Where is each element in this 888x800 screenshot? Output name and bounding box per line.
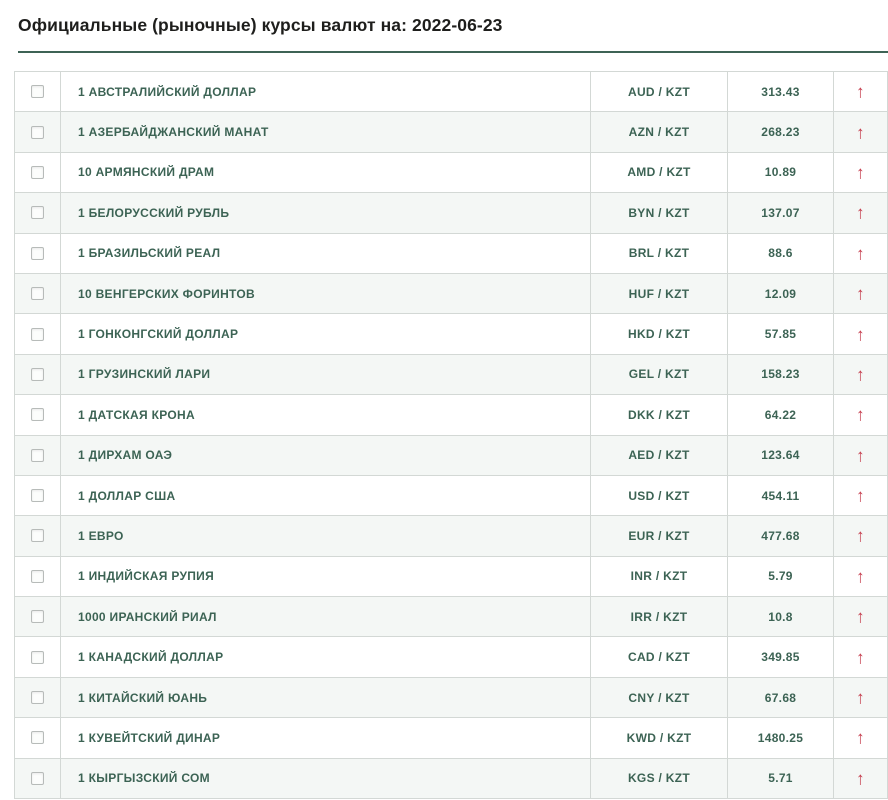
checkbox-cell (15, 274, 61, 313)
trend-cell (834, 516, 887, 555)
currency-name: 1000 ИРАНСКИЙ РИАЛ (61, 597, 591, 636)
checkbox-cell (15, 678, 61, 717)
table-row (15, 395, 887, 435)
currency-name: 1 АВСТРАЛИЙСКИЙ ДОЛЛАР (61, 72, 591, 111)
currency-name: 1 КУВЕЙТСКИЙ ДИНАР (61, 718, 591, 757)
currency-name: 1 ДИРХАМ ОАЭ (61, 436, 591, 475)
table-row (15, 234, 887, 274)
row-checkbox[interactable] (31, 489, 44, 502)
trend-up-icon: ↑ (856, 283, 865, 304)
currency-name: 10 АРМЯНСКИЙ ДРАМ (61, 153, 591, 192)
rate-value: 10.89 (728, 153, 834, 192)
row-checkbox[interactable] (31, 85, 44, 98)
trend-up-icon: ↑ (856, 243, 865, 264)
currency-name: 1 АЗЕРБАЙДЖАНСКИЙ МАНАТ (61, 112, 591, 151)
trend-cell (834, 476, 887, 515)
table-row (15, 314, 887, 354)
row-checkbox[interactable] (31, 570, 44, 583)
trend-cell (834, 557, 887, 596)
currency-name: 1 ИНДИЙСКАЯ РУПИЯ (61, 557, 591, 596)
currency-name: 10 ВЕНГЕРСКИХ ФОРИНТОВ (61, 274, 591, 313)
rate-value: 5.79 (728, 557, 834, 596)
trend-up-icon: ↑ (856, 727, 865, 748)
currency-name: 1 ЕВРО (61, 516, 591, 555)
currency-pair: CNY / KZT (591, 678, 728, 717)
trend-cell (834, 112, 887, 151)
row-checkbox[interactable] (31, 166, 44, 179)
checkbox-cell (15, 395, 61, 434)
trend-up-icon: ↑ (856, 606, 865, 627)
currency-pair: BYN / KZT (591, 193, 728, 232)
currency-pair: AMD / KZT (591, 153, 728, 192)
rate-value: 123.64 (728, 436, 834, 475)
currency-name: 1 КАНАДСКИЙ ДОЛЛАР (61, 637, 591, 676)
trend-up-icon: ↑ (856, 162, 865, 183)
rate-value: 349.85 (728, 637, 834, 676)
row-checkbox[interactable] (31, 772, 44, 785)
trend-cell (834, 678, 887, 717)
rate-value: 12.09 (728, 274, 834, 313)
trend-up-icon: ↑ (856, 485, 865, 506)
checkbox-cell (15, 153, 61, 192)
page-title: Официальные (рыночные) курсы валют на: 2022-06-23 (18, 15, 503, 35)
row-checkbox[interactable] (31, 247, 44, 260)
row-checkbox[interactable] (31, 206, 44, 219)
currency-pair: KWD / KZT (591, 718, 728, 757)
rate-value: 158.23 (728, 355, 834, 394)
currency-pair: GEL / KZT (591, 355, 728, 394)
rate-value: 1480.25 (728, 718, 834, 757)
currency-name: 1 ГОНКОНГСКИЙ ДОЛЛАР (61, 314, 591, 353)
row-checkbox[interactable] (31, 529, 44, 542)
currency-pair: AZN / KZT (591, 112, 728, 151)
currency-pair: CAD / KZT (591, 637, 728, 676)
table-row (15, 637, 887, 677)
trend-cell (834, 355, 887, 394)
currency-pair: BRL / KZT (591, 234, 728, 273)
trend-up-icon: ↑ (856, 647, 865, 668)
table-row (15, 759, 887, 799)
table-row (15, 476, 887, 516)
trend-up-icon: ↑ (856, 687, 865, 708)
checkbox-cell (15, 637, 61, 676)
rate-value: 57.85 (728, 314, 834, 353)
trend-cell (834, 234, 887, 273)
row-checkbox[interactable] (31, 368, 44, 381)
table-row (15, 112, 887, 152)
checkbox-cell (15, 476, 61, 515)
title-divider (18, 51, 888, 53)
trend-up-icon: ↑ (856, 81, 865, 102)
row-checkbox[interactable] (31, 731, 44, 744)
currency-pair: AED / KZT (591, 436, 728, 475)
trend-cell (834, 153, 887, 192)
trend-cell (834, 759, 887, 798)
currency-pair: IRR / KZT (591, 597, 728, 636)
trend-cell (834, 274, 887, 313)
currency-pair: EUR / KZT (591, 516, 728, 555)
trend-up-icon: ↑ (856, 445, 865, 466)
row-checkbox[interactable] (31, 651, 44, 664)
checkbox-cell (15, 72, 61, 111)
currency-name: 1 ДАТСКАЯ КРОНА (61, 395, 591, 434)
table-row (15, 355, 887, 395)
trend-up-icon: ↑ (856, 324, 865, 345)
table-row (15, 678, 887, 718)
row-checkbox[interactable] (31, 328, 44, 341)
table-row (15, 516, 887, 556)
trend-up-icon: ↑ (856, 526, 865, 546)
trend-up-icon: ↑ (856, 364, 865, 385)
rate-value: 5.71 (728, 759, 834, 798)
currency-name: 1 БЕЛОРУССКИЙ РУБЛЬ (61, 193, 591, 232)
row-checkbox[interactable] (31, 610, 44, 623)
rate-value: 88.6 (728, 234, 834, 273)
row-checkbox[interactable] (31, 287, 44, 300)
rate-value: 64.22 (728, 395, 834, 434)
currency-pair: HKD / KZT (591, 314, 728, 353)
trend-cell (834, 436, 887, 475)
checkbox-cell (15, 314, 61, 353)
checkbox-cell (15, 112, 61, 151)
table-row (15, 436, 887, 476)
currency-name: 1 ДОЛЛАР США (61, 476, 591, 515)
checkbox-cell (15, 597, 61, 636)
table-row (15, 718, 887, 758)
trend-up-icon: ↑ (856, 404, 865, 425)
rate-value: 477.68 (728, 516, 834, 555)
rate-value: 268.23 (728, 112, 834, 151)
table-row (15, 72, 887, 112)
trend-up-icon: ↑ (856, 202, 865, 223)
checkbox-cell (15, 557, 61, 596)
checkbox-cell (15, 193, 61, 232)
row-checkbox[interactable] (31, 691, 44, 704)
table-row (15, 597, 887, 637)
row-checkbox[interactable] (31, 126, 44, 139)
trend-cell (834, 597, 887, 636)
checkbox-cell (15, 355, 61, 394)
row-checkbox[interactable] (31, 408, 44, 421)
currency-pair: INR / KZT (591, 557, 728, 596)
rate-value: 137.07 (728, 193, 834, 232)
rate-value: 67.68 (728, 678, 834, 717)
currency-pair: DKK / KZT (591, 395, 728, 434)
trend-cell (834, 395, 887, 434)
currency-pair: HUF / KZT (591, 274, 728, 313)
currency-pair: USD / KZT (591, 476, 728, 515)
checkbox-cell (15, 436, 61, 475)
currency-name: 1 КИТАЙСКИЙ ЮАНЬ (61, 678, 591, 717)
checkbox-cell (15, 234, 61, 273)
rate-value: 10.8 (728, 597, 834, 636)
currency-pair: AUD / KZT (591, 72, 728, 111)
exchange-rates-page (0, 13, 888, 800)
trend-cell (834, 314, 887, 353)
checkbox-cell (15, 759, 61, 798)
table-row (15, 274, 887, 314)
currency-name: 1 ГРУЗИНСКИЙ ЛАРИ (61, 355, 591, 394)
trend-up-icon: ↑ (856, 566, 865, 587)
trend-cell (834, 72, 887, 111)
row-checkbox[interactable] (31, 449, 44, 462)
rate-value: 454.11 (728, 476, 834, 515)
currency-pair: KGS / KZT (591, 759, 728, 798)
trend-cell (834, 193, 887, 232)
table-row (15, 193, 887, 233)
checkbox-cell (15, 516, 61, 555)
checkbox-cell (15, 718, 61, 757)
currency-name: 1 БРАЗИЛЬСКИЙ РЕАЛ (61, 234, 591, 273)
trend-cell (834, 718, 887, 757)
currency-name: 1 КЫРГЫЗСКИЙ СОМ (61, 759, 591, 798)
rate-value: 313.43 (728, 72, 834, 111)
table-row (15, 557, 887, 597)
trend-up-icon: ↑ (856, 768, 865, 789)
currency-rates-table (14, 71, 888, 799)
table-row (15, 153, 887, 193)
trend-cell (834, 637, 887, 676)
trend-up-icon: ↑ (856, 122, 865, 143)
